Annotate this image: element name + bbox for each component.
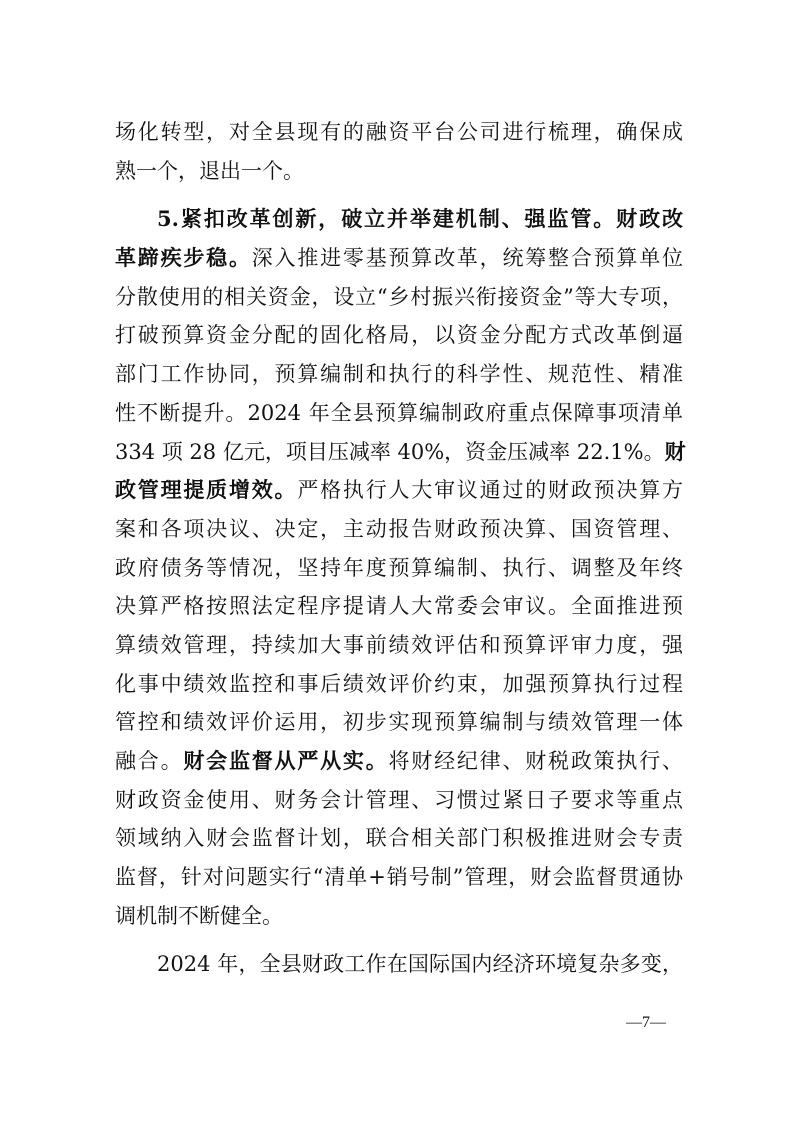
text-line-8 <box>115 394 683 433</box>
page-number: —7— <box>626 1014 666 1031</box>
text-line-2 <box>115 152 683 191</box>
document-body <box>115 113 686 984</box>
text-segment: 算绩效管理，持续加大事前绩效评估和预算评审力度，强 <box>115 632 683 657</box>
text-segment: 化事中绩效监控和事后绩效评价约束，加强预算执行过程 <box>115 671 683 696</box>
text-segment: 监督，针对问题实行“清单+销号制”管理，财会监督贯通协 <box>115 865 683 890</box>
text-segment: 深入推进零基预算改革，统筹整合预算单位 <box>251 246 683 271</box>
text-segment: 分散使用的相关资金，设立“乡村振兴衔接资金”等大专项， <box>115 284 683 309</box>
text-segment: 打破预算资金分配的固化格局，以资金分配方式改革倒逼 <box>115 323 683 348</box>
text-segment: 调机制不断健全。 <box>115 903 283 928</box>
text-line-7 <box>115 355 683 394</box>
text-segment: 管控和绩效评价运用，初步实现预算编制与绩效管理一体 <box>115 710 683 735</box>
text-line-15 <box>115 665 683 704</box>
text-segment: 财政资金使用、财务会计管理、习惯过紧日子要求等重点 <box>115 787 683 812</box>
text-line-17 <box>115 742 683 781</box>
text-line-10 <box>115 471 683 510</box>
text-segment: 熟一个，退出一个。 <box>115 158 304 183</box>
text-line-14 <box>115 626 683 665</box>
text-segment: 2024 年，全县财政工作在国际国内经济环境复杂多变， <box>157 952 683 977</box>
text-segment: 决算严格按照法定程序提请人大常委会审议。全面推进预 <box>115 594 683 619</box>
text-segment: 将财经纪律、财税政策执行、 <box>388 749 683 773</box>
text-segment: 严格执行人大审议通过的财政预决算方 <box>297 478 684 503</box>
heading-text: 5.紧扣改革创新，破立并举建机制、强监管。财政改 <box>157 206 683 232</box>
text-line-22 <box>115 945 683 984</box>
text-segment: 场化转型，对全县现有的融资平台公司进行梳理，确保成 <box>115 120 683 144</box>
text-segment: 案和各项决议、决定，主动报告财政预决算、国资管理、 <box>115 516 683 541</box>
text-line-4 <box>115 239 683 278</box>
subheading-management-start: 财 <box>664 438 686 464</box>
text-line-11 <box>115 510 683 549</box>
text-line-20 <box>115 858 683 897</box>
text-line-18 <box>115 781 683 820</box>
text-line-16 <box>115 703 683 742</box>
text-line-5 <box>115 278 683 317</box>
subheading-management: 政管理提质增效。 <box>115 477 298 503</box>
text-segment: 部门工作协同，预算编制和执行的科学性、规范性、精准 <box>115 362 683 387</box>
text-segment: 领域纳入财会监督计划，联合相关部门积极推进财会专责 <box>115 826 683 851</box>
text-segment: 334 项 28 亿元，项目压减率 40%，资金压减率 22.1%。 <box>115 439 665 464</box>
text-line-19 <box>115 819 683 858</box>
text-line-6 <box>115 316 683 355</box>
text-line-21 <box>115 897 683 936</box>
text-line-12 <box>115 549 683 588</box>
text-segment: 性不断提升。2024 年全县预算编制政府重点保障事项清单 <box>115 400 683 425</box>
subheading-supervision: 财会监督从严从实。 <box>183 748 389 773</box>
text-segment: 政府债务等情况，坚持年度预算编制、执行、调整及年终 <box>115 555 683 580</box>
section-heading-5 <box>115 200 683 239</box>
text-line-9 <box>115 433 686 472</box>
text-line-1 <box>115 113 683 152</box>
text-segment: 融合。 <box>115 749 184 773</box>
subheading-budget-reform: 革蹄疾步稳。 <box>115 245 252 271</box>
text-line-13 <box>115 587 683 626</box>
